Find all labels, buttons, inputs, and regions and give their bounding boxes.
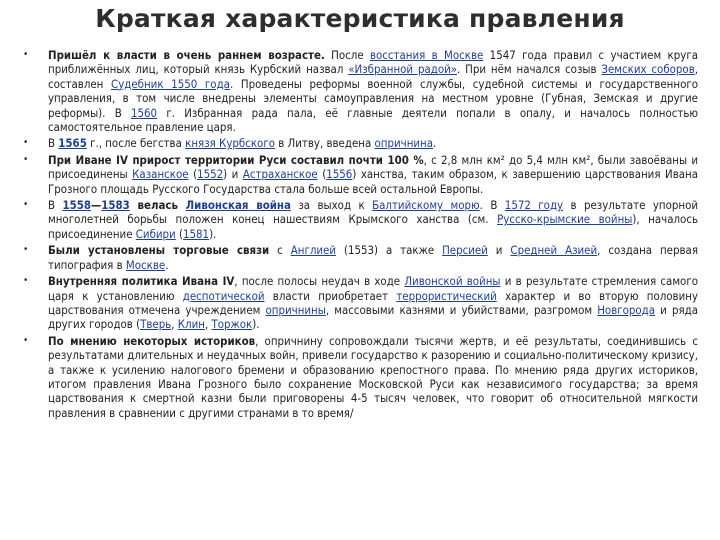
inline-link[interactable]: Торжок: [211, 317, 253, 332]
text-run: .: [165, 257, 169, 272]
text-run: (: [175, 226, 183, 241]
text-run: , создана первая типография в: [48, 243, 698, 272]
text-run: и: [487, 243, 511, 258]
inline-link[interactable]: Клин: [177, 317, 205, 332]
text-run: с: [269, 243, 291, 258]
list-item: [23, 243, 698, 272]
bullet-icon: •: [23, 334, 29, 346]
text-run: , массовыми казнями и убийствами, разгромом: [325, 302, 598, 317]
text-run: ) и: [223, 167, 243, 182]
inline-link[interactable]: Земских соборов: [601, 62, 695, 77]
text-run: (1553) а также: [336, 243, 443, 258]
item-text: [48, 48, 698, 134]
inline-link[interactable]: 1560: [131, 105, 158, 120]
item-text: [48, 334, 698, 420]
inline-link[interactable]: террористический: [396, 288, 497, 303]
bold-text: Пришёл к власти в очень раннем возрасте.: [48, 48, 325, 62]
bold-text: Внутренняя политика Ивана IV: [48, 274, 235, 289]
inline-link[interactable]: Персией: [442, 243, 488, 258]
item-text: [48, 198, 698, 241]
item-text: [48, 243, 698, 271]
bullet-icon: •: [23, 137, 29, 149]
text-run: (: [188, 167, 198, 182]
inline-link[interactable]: опричнина: [374, 136, 434, 151]
bold-text: велась: [129, 198, 186, 213]
text-run: После: [324, 48, 370, 62]
bullet-icon: •: [23, 244, 29, 256]
slide-title: Краткая характеристика правления: [95, 4, 625, 33]
inline-link[interactable]: Казанское: [132, 167, 189, 182]
list-item: [23, 152, 698, 196]
inline-link[interactable]: 1558: [62, 198, 91, 213]
text-run: 1547 года правил с участием круга приближённых лиц, который князь Курбский назвал: [48, 48, 698, 77]
text-run: В: [48, 198, 63, 213]
text-run: ,: [171, 317, 178, 332]
inline-link[interactable]: «Избранной радой»: [348, 62, 458, 77]
text-run: (: [317, 167, 327, 182]
text-run: власти приобретает: [264, 288, 397, 303]
text-run: , составлен: [48, 62, 698, 91]
inline-link[interactable]: 1581: [182, 226, 210, 241]
inline-link[interactable]: Англией: [290, 243, 337, 258]
bold-text: Были установлены торговые связи: [48, 243, 270, 258]
text-run: ,: [204, 317, 212, 332]
list-item: [23, 333, 698, 420]
bullet-icon: •: [23, 153, 29, 165]
inline-link[interactable]: Новгорода: [597, 302, 656, 317]
text-run: . В: [479, 198, 505, 213]
inline-link[interactable]: Средней Азией: [510, 243, 598, 258]
text-run: В: [48, 136, 59, 151]
bullet-icon: •: [23, 199, 29, 211]
inline-link[interactable]: Тверь: [140, 317, 172, 332]
inline-link[interactable]: Москве: [125, 257, 166, 272]
item-text: [48, 153, 698, 196]
text-run: , после полосы неудач в ходе: [234, 274, 405, 289]
text-run: характер и во вторую половину царствования отмечена учреждением: [48, 288, 698, 317]
bold-text: —: [90, 198, 102, 213]
bullet-list: [23, 48, 699, 422]
text-run: г., после бегства: [86, 136, 186, 151]
text-run: ), началось присоединение: [48, 212, 698, 241]
inline-link[interactable]: Ливонской войны: [404, 274, 501, 289]
inline-link[interactable]: 1565: [58, 136, 87, 151]
text-run: и в результате стремления самого царя к установлению: [48, 274, 698, 303]
inline-link[interactable]: 1583: [101, 198, 130, 213]
text-run: за выход к: [290, 198, 373, 213]
inline-link[interactable]: 1552: [197, 167, 224, 182]
inline-link[interactable]: Ливонская война: [185, 198, 291, 213]
list-item: [23, 198, 698, 241]
text-run: в результате упорной многолетней борьбы положен конец нашествиям Крымского ханства (см.: [48, 198, 698, 227]
inline-link[interactable]: Сибири: [135, 226, 176, 241]
list-item: [23, 136, 698, 151]
bold-text: При Иване IV прирост территории Руси составил почти 100 %: [48, 152, 424, 167]
item-text: [48, 274, 698, 331]
item-text: [48, 136, 436, 150]
inline-link[interactable]: опричнины: [265, 302, 326, 317]
inline-link[interactable]: князя Курбского: [185, 136, 275, 151]
inline-link[interactable]: Судебник 1550 года: [111, 76, 230, 91]
text-run: , опричнину сопровождали тысячи жертв, и её результаты, соединившись с результатами длительных и неудачных войн, привели государство к разорению и социально-политическому кризису, а также к усилению налогового бремени и образованию крепостного права. По мнению ряда других историков, итогом правления Ивана Грозного было сохранение Московской Руси как независимого государства; за время царствования к смертной казни были приговорены 4-5 тысяч человек, что говорит об относительной мягкости правления в сравнении с другими странами в то время/: [48, 333, 698, 420]
text-run: . При нём начался созыв: [457, 62, 602, 77]
text-run: ).: [209, 226, 217, 241]
inline-link[interactable]: восстания в Москве: [369, 48, 484, 62]
bold-text: По мнению некоторых историков: [48, 333, 256, 348]
text-run: ).: [252, 317, 260, 332]
inline-link[interactable]: Астраханское: [242, 167, 318, 182]
inline-link[interactable]: Балтийскому морю: [372, 198, 480, 213]
bullet-icon: •: [23, 49, 29, 60]
text-run: .: [433, 136, 437, 151]
text-run: и ряда других городов (: [48, 302, 698, 332]
bullet-icon: •: [23, 275, 29, 287]
inline-link[interactable]: Русско-крымские войны: [497, 212, 633, 227]
inline-link[interactable]: 1556: [326, 167, 353, 182]
text-run: г. Избранная рада пала, её главные деятели попали в опалу, и началось полностью самостоятельное правление царя.: [48, 105, 699, 135]
list-item: [23, 48, 699, 135]
inline-link[interactable]: деспотической: [182, 288, 265, 303]
text-run: ) ханства, таким образом, к завершению царствования Ивана Грозного площадь Русского Государства стала больше всей остальной Европы.: [48, 167, 698, 196]
text-run: , с 2,8 млн км² до 5,4 млн км², были завоёваны и присоединены: [48, 152, 698, 182]
text-run: . Проведены реформы военной службы, судебной системы и государственного управления, в том числе внедрены элементы самоуправления на местном уровне (Губная, Земская и другие реформы). В: [48, 76, 698, 120]
text-run: в Литву, введена: [274, 136, 375, 151]
inline-link[interactable]: 1572 году: [504, 198, 564, 213]
list-item: [23, 274, 698, 332]
